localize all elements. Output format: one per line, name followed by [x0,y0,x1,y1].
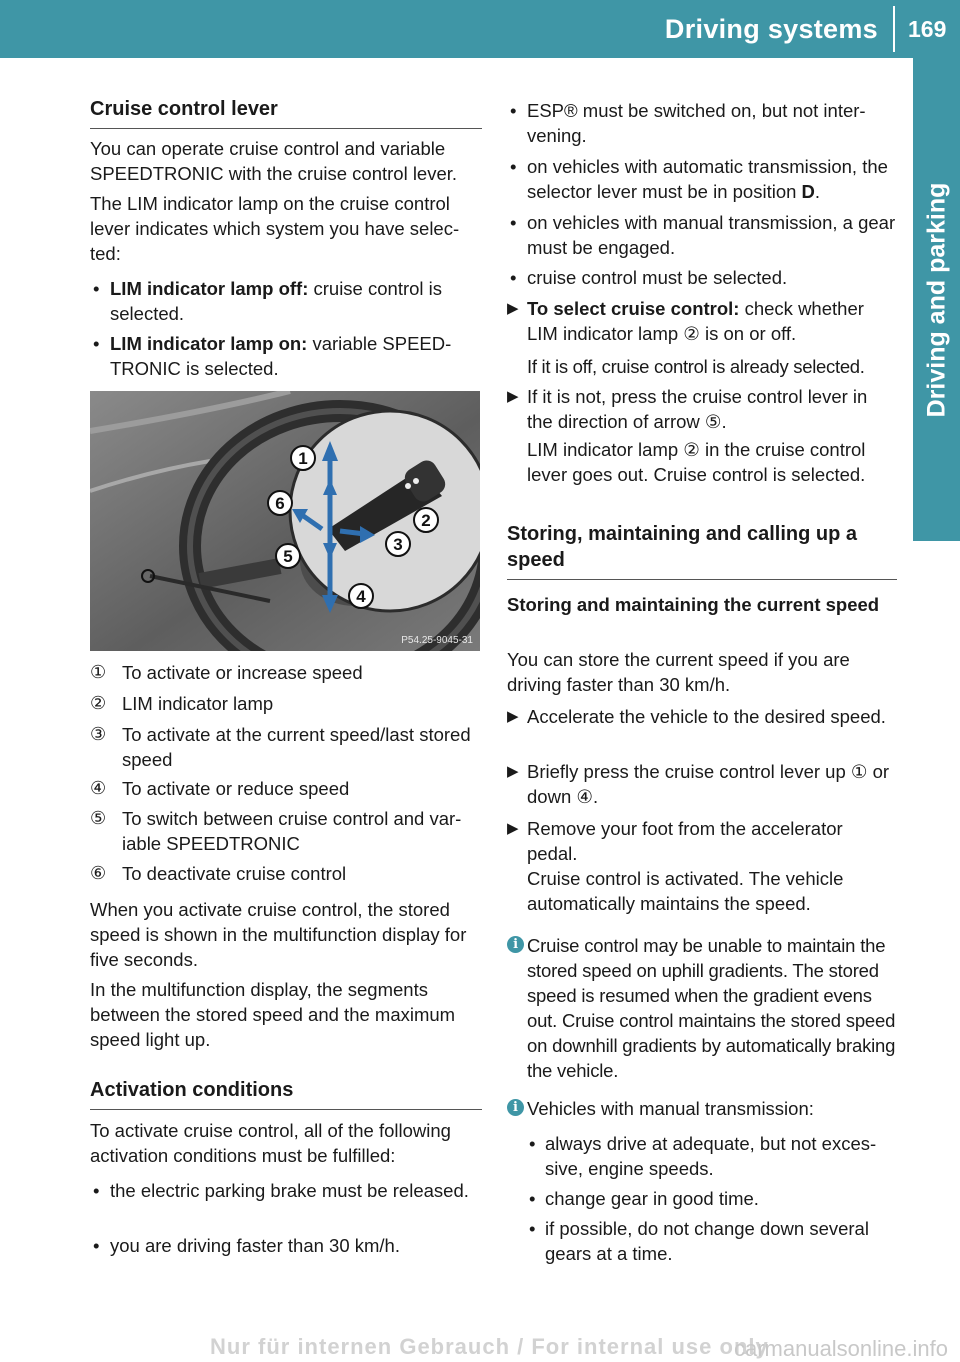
callout-3: 3 [393,535,403,554]
instruction-note: Cruise control is activated. The vehicle automatically maintains the speed. [527,868,844,914]
bullet-item: • you are driving faster than 30 km/h. [90,1233,482,1258]
heading-activation-conditions: Activation conditions [90,1077,482,1110]
info-note: i Vehicles with manual transmission: [507,1096,897,1121]
bullet-item: • LIM indicator lamp on: variable SPEED-TRONIC is selected. [90,331,482,381]
callout-6: 6 [275,494,285,513]
side-tab-label: Driving and parking [922,182,950,417]
chapter-title: Driving systems [664,14,878,44]
bullet-item: • cruise control must be selected. [507,265,897,290]
legend-item: ① To activate or increase speed [90,662,363,683]
bullet-item: • change gear in good time. [527,1186,897,1211]
callout-4: 4 [356,587,366,606]
cruise-control-lever-figure [90,391,480,651]
arrow-marker-icon: ▶ [507,820,519,837]
paragraph: When you activate cruise control, the stored speed is shown in the multifunction display for five seconds. [90,899,467,970]
figure-code: P54.25-9045-31 [401,635,473,646]
callout-2: 2 [421,511,431,530]
instruction-step: ▶ Accelerate the vehicle to the desired speed. [507,706,886,727]
subheading-current-speed: Storing and maintaining the current speed [507,594,880,615]
footer-site-watermark: carmanualsonline.info [733,1336,948,1361]
heading-storing-speed: Storing, maintaining and calling up a speed [507,521,897,580]
arrow-marker-icon: ▶ [507,388,519,405]
paragraph: You can operate cruise control and variable SPEEDTRONIC with the cruise control lever. [90,138,458,184]
paragraph: The LIM indicator lamp on the cruise control lever indicates which system you have selec-ted: [90,193,460,264]
arrow-marker-icon: ▶ [507,763,519,780]
bullet-item: • on vehicles with manual transmission, a gear must be engaged. [507,210,897,260]
legend-item: ⑤ To switch between cruise control and var-iable SPEEDTRONIC [90,808,462,854]
page-number: 169 [908,16,947,42]
paragraph: You can store the current speed if you are driving faster than 30 km/h. [507,649,850,695]
legend-item: ④ To activate or reduce speed [90,778,350,799]
callout-5: 5 [283,547,293,566]
instruction-note: If it is off, cruise control is already selected. [527,356,865,377]
info-icon: i [507,936,524,953]
instruction-step: ▶ To select cruise control: check whether LIM indicator lamp ② is on or off. [507,298,864,344]
bullet-item: • if possible, do not change down several gears at a time. [527,1216,897,1266]
instruction-note: LIM indicator lamp ② in the cruise control lever goes out. Cruise control is selected. [527,439,866,485]
bullet-item: • the electric parking brake must be released. [90,1178,482,1203]
paragraph: In the multifunction display, the segments between the stored speed and the maximum speed light up. [90,979,456,1050]
arrow-marker-icon: ▶ [507,708,519,725]
instruction-step: ▶ Remove your foot from the accelerator pedal. [507,818,843,864]
legend-item: ③ To activate at the current speed/last stored speed [90,724,471,770]
heading-cruise-control-lever: Cruise control lever [90,96,482,129]
footer-watermark: Nur für internen Gebrauch / For internal use only [210,1334,769,1359]
info-icon: i [507,1099,524,1116]
info-note: i Cruise control may be unable to maintain the stored speed on uphill gradients. The stored speed is resumed when the gradient evens out. Cruise control maintains the stored speed on downhill gradients by automatically braking the vehicle. [507,933,897,1083]
bullet-item: • LIM indicator lamp off: cruise control is selected. [90,276,482,326]
arrow-marker-icon: ▶ [507,300,519,317]
callout-1: 1 [298,449,308,468]
paragraph: To activate cruise control, all of the following activation conditions must be fulfilled: [90,1120,451,1166]
instruction-step: ▶ If it is not, press the cruise control lever in the direction of arrow ⑤. [507,386,868,432]
bullet-item: • always drive at adequate, but not exces-sive, engine speeds. [527,1131,897,1181]
header-divider [893,6,895,52]
legend-item: ⑥ To deactivate cruise control [90,863,347,884]
bullet-item: • on vehicles with automatic transmission, the selector lever must be in position D. [507,154,897,204]
legend-item: ② LIM indicator lamp [90,693,274,714]
instruction-step: ▶ Briefly press the cruise control lever up ① or down ④. [507,761,890,807]
bullet-item: • ESP® must be switched on, but not inter-vening. [507,98,897,148]
figure-illustration [90,391,480,651]
